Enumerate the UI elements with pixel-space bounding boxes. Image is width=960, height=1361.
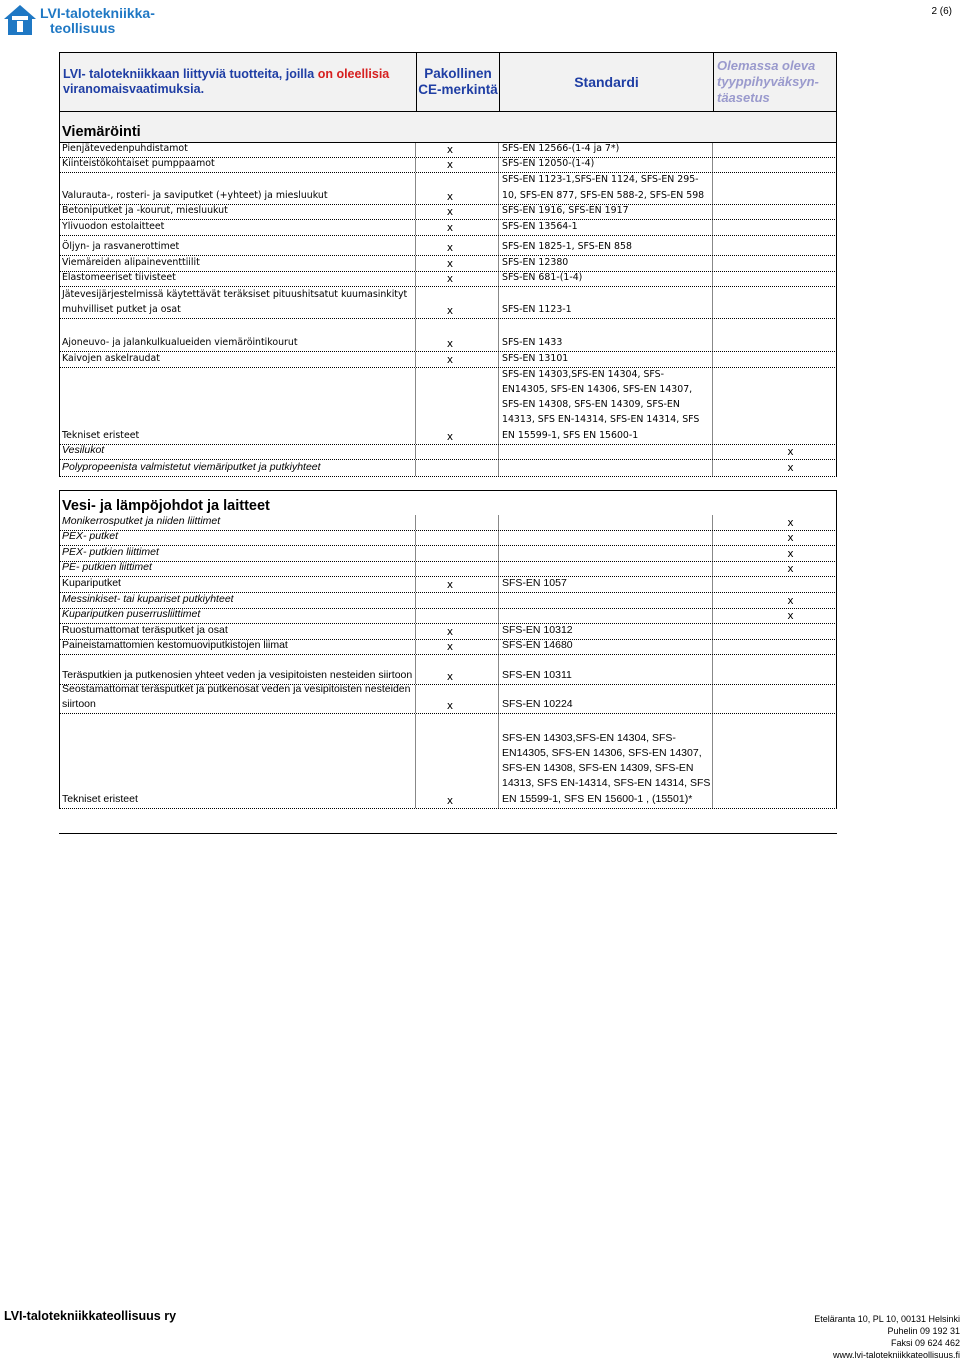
header-standard: Standardi (500, 53, 714, 111)
table-row (59, 319, 837, 352)
type-approval-cell (713, 368, 837, 444)
standard-cell (499, 445, 713, 459)
table-row (59, 287, 837, 319)
product-cell: Jätevesijärjestelmissä käytettävät teräksiset pituushitsatut kuumasinkityt muhvilliset putket ja osat (59, 287, 416, 318)
product-cell: Viemäreiden alipaineventtiilit (59, 256, 416, 271)
standard-cell: SFS-EN 1123-1,SFS-EN 1124, SFS-EN 295-10, SFS-EN 877, SFS-EN 588-2, SFS-EN 598 (499, 173, 713, 204)
section-vesi-lampojohdot (59, 490, 837, 809)
type-approval-cell (713, 173, 837, 204)
table-row (59, 531, 837, 546)
table-row (59, 460, 837, 477)
table-row (59, 220, 837, 236)
standard-cell: SFS-EN 1057 (499, 577, 713, 592)
type-approval-cell: x (713, 460, 837, 476)
footer-web: www.lvi-talotekniikkateollisuus.fi (832, 1350, 960, 1360)
table-header (59, 52, 837, 112)
product-cell: Ajoneuvo- ja jalankulkualueiden viemäröintikourut (59, 319, 416, 351)
product-cell: PE- putkien liittimet (59, 562, 416, 576)
ce-marking-cell: x (416, 205, 499, 219)
table-row (59, 714, 837, 809)
page-number: 2 (6) (931, 6, 952, 17)
logo-line-2: teollisuus (50, 20, 116, 36)
standard-cell (499, 593, 713, 608)
standard-cell: SFS-EN 681-(1-4) (499, 272, 713, 286)
product-cell: Tekniset eristeet (59, 714, 416, 808)
ce-marking-cell (416, 515, 499, 530)
standard-cell: SFS-EN 10312 (499, 624, 713, 639)
ce-marking-cell: x (416, 640, 499, 654)
table-row (59, 352, 837, 368)
standard-cell (499, 460, 713, 476)
ce-marking-cell: x (416, 158, 499, 172)
product-cell: Betoniputket ja -kourut, miesluukut (59, 205, 416, 219)
product-cell: Paineistamattomien kestomuoviputkistojen liimat (59, 640, 416, 654)
type-approval-cell (713, 256, 837, 271)
product-cell: Vesilukot (59, 445, 416, 459)
table-row (59, 158, 837, 173)
standard-cell: SFS-EN 14303,SFS-EN 14304, SFS- EN14305, SFS-EN 14306, SFS-EN 14307, SFS-EN 14308, SFS-EN 14309, SFS-EN 14313, SFS EN-14314, SFS-EN 14314, SFS EN 15599-1, SFS EN 15600-1 (499, 368, 713, 444)
footer-contact (814, 1313, 960, 1361)
table-row (59, 272, 837, 287)
section-title: Viemäröinti (59, 112, 837, 143)
ce-marking-cell: x (416, 352, 499, 367)
ce-marking-cell (416, 609, 499, 623)
standard-cell: SFS-EN 1433 (499, 319, 713, 351)
product-cell: Ruostumattomat teräsputket ja osat (59, 624, 416, 639)
header-products-text: LVI- talotekniikkaan liittyviä tuotteita, joilla (63, 67, 315, 81)
ce-marking-cell: x (416, 624, 499, 639)
house-logo-icon (2, 2, 38, 38)
ce-marking-cell: x (416, 287, 499, 318)
header-products-text-2: viranomaisvaatimuksia. (63, 82, 205, 96)
standard-cell: SFS-EN 1123-1 (499, 287, 713, 318)
ce-marking-cell (416, 445, 499, 459)
type-approval-cell: x (713, 445, 837, 459)
product-cell: Kupariputket (59, 577, 416, 592)
product-cell: PEX- putket (59, 531, 416, 545)
ce-marking-cell: x (416, 236, 499, 255)
type-approval-cell (713, 714, 837, 808)
product-cell: Seostamattomat teräsputket ja putkenosat veden ja vesipitoisten nesteiden siirtoon (59, 685, 416, 713)
footer-address: Eteläranta 10, PL 10, 00131 Helsinki (814, 1314, 960, 1324)
footer-org: LVI-talotekniikkateollisuus ry (4, 1309, 177, 1323)
ce-marking-cell: x (416, 714, 499, 808)
standard-cell: SFS-EN 1825-1, SFS-EN 858 (499, 236, 713, 255)
type-approval-cell (713, 624, 837, 639)
footer-phone: Puhelin 09 192 31 (887, 1326, 960, 1336)
table-bottom-border (59, 833, 837, 834)
standard-cell (499, 562, 713, 576)
logo-line-1: LVI-talotekniikka- (40, 5, 155, 21)
standard-cell: SFS-EN 10224 (499, 685, 713, 713)
type-approval-cell (713, 319, 837, 351)
product-cell: Ylivuodon estolaitteet (59, 220, 416, 235)
table-row (59, 562, 837, 577)
product-cell: Öljyn- ja rasvanerottimet (59, 236, 416, 255)
type-approval-cell (713, 352, 837, 367)
table-row (59, 236, 837, 256)
type-approval-cell (713, 205, 837, 219)
ce-marking-cell: x (416, 685, 499, 713)
type-approval-cell (713, 640, 837, 654)
type-approval-cell (713, 685, 837, 713)
standard-cell: SFS-EN 12566-(1-4 ja 7*) (499, 143, 713, 157)
ce-marking-cell: x (416, 143, 499, 157)
header-products (60, 53, 417, 111)
ce-marking-cell (416, 531, 499, 545)
product-cell: Monikerrosputket ja niiden liittimet (59, 515, 416, 530)
section-viemarointi (59, 112, 837, 477)
standard-cell: SFS-EN 14303,SFS-EN 14304, SFS- EN14305, SFS-EN 14306, SFS-EN 14307, SFS-EN 14308, SFS-EN 14309, SFS-EN 14313, SFS EN-14314, SFS-EN 14314, SFS EN 15599-1, SFS EN 15600-1 , (15501)* (499, 714, 713, 808)
standard-cell (499, 546, 713, 561)
product-cell: PEX- putkien liittimet (59, 546, 416, 561)
ce-marking-cell: x (416, 655, 499, 684)
header-products-red: on oleellisia (317, 67, 390, 81)
table-row (59, 655, 837, 685)
type-approval-cell: x (713, 593, 837, 608)
type-approval-cell (713, 158, 837, 172)
standard-cell: SFS-EN 1916, SFS-EN 1917 (499, 205, 713, 219)
type-approval-cell (713, 220, 837, 235)
product-cell: Kiinteistökohtaiset pumppaamot (59, 158, 416, 172)
product-cell: Pienjätevedenpuhdistamot (59, 143, 416, 157)
type-approval-cell (713, 655, 837, 684)
standard-cell: SFS-EN 10311 (499, 655, 713, 684)
ce-marking-cell: x (416, 173, 499, 204)
type-approval-cell (713, 272, 837, 286)
type-approval-cell: x (713, 546, 837, 561)
product-cell: Kaivojen askelraudat (59, 352, 416, 367)
type-approval-cell (713, 236, 837, 255)
product-cell: Elastomeeriset tiivisteet (59, 272, 416, 286)
product-cell: Messinkiset- tai kupariset putkiyhteet (59, 593, 416, 608)
product-cell: Tekniset eristeet (59, 368, 416, 444)
standard-cell: SFS-EN 13564-1 (499, 220, 713, 235)
section-title: Vesi- ja lämpöjohdot ja laitteet (59, 490, 837, 515)
standard-cell (499, 609, 713, 623)
standard-cell (499, 531, 713, 545)
table-row (59, 546, 837, 562)
header-ce-marking: Pakollinen CE-merkintä (417, 53, 500, 111)
table-row (59, 640, 837, 655)
ce-marking-cell: x (416, 368, 499, 444)
ce-marking-cell (416, 562, 499, 576)
type-approval-cell: x (713, 515, 837, 530)
ce-marking-cell: x (416, 256, 499, 271)
type-approval-cell: x (713, 531, 837, 545)
table-row (59, 368, 837, 445)
standard-cell: SFS-EN 12050-(1-4) (499, 158, 713, 172)
standard-cell: SFS-EN 13101 (499, 352, 713, 367)
ce-marking-cell (416, 460, 499, 476)
table-row (59, 515, 837, 531)
standard-cell (499, 515, 713, 530)
table-row (59, 609, 837, 624)
ce-marking-cell: x (416, 220, 499, 235)
company-logo (2, 2, 162, 40)
type-approval-cell (713, 143, 837, 157)
header-type-approval: Olemassa oleva tyyppihyväksyn-täasetus (717, 58, 819, 105)
product-cell: Kupariputken puserrusliittimet (59, 609, 416, 623)
type-approval-cell (713, 287, 837, 318)
ce-marking-cell: x (416, 577, 499, 592)
table-row (59, 577, 837, 593)
product-cell: Teräsputkien ja putkenosien yhteet veden ja vesipitoisten nesteiden siirtoon (59, 655, 416, 684)
table-row (59, 685, 837, 714)
product-cell: Valurauta-, rosteri- ja saviputket (+yhteet) ja miesluukut (59, 173, 416, 204)
type-approval-cell (713, 577, 837, 592)
type-approval-cell: x (713, 562, 837, 576)
standard-cell: SFS-EN 14680 (499, 640, 713, 654)
ce-marking-cell: x (416, 272, 499, 286)
product-cell: Polypropeenista valmistetut viemäriputket ja putkiyhteet (59, 460, 416, 476)
type-approval-cell: x (713, 609, 837, 623)
standard-cell: SFS-EN 12380 (499, 256, 713, 271)
ce-marking-cell: x (416, 319, 499, 351)
ce-marking-cell (416, 593, 499, 608)
footer-fax: Faksi 09 624 462 (890, 1338, 960, 1348)
table-row (59, 173, 837, 205)
table-row (59, 205, 837, 220)
ce-marking-cell (416, 546, 499, 561)
table-row (59, 445, 837, 460)
